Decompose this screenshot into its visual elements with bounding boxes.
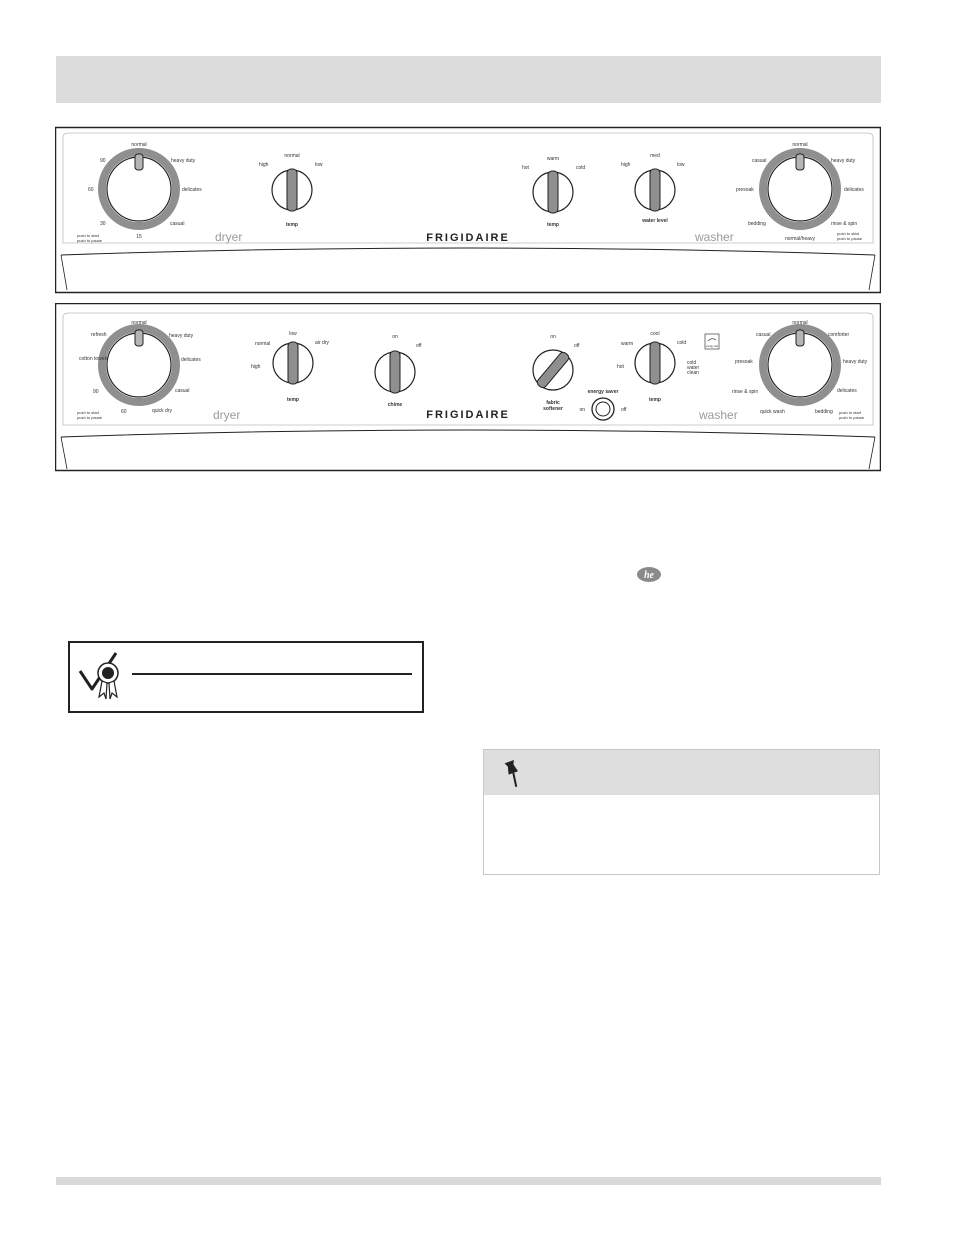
washer-temp-cold: cold [576,165,586,171]
dryer-temp-low: low [289,331,297,337]
dryer-dial-delicates: delicates [182,187,202,193]
dryer-temp-low: low [315,162,323,168]
washer-push-to-pause: push to pause [837,236,863,241]
washer-dial-rinse-spin: rinse & spin [732,389,759,395]
washer-dial-quick-wash: quick wash [760,409,785,415]
washer-temp-warm: warm [546,156,560,162]
water-level-caption: water level [642,218,668,224]
dryer-dial-60: 60 [121,409,127,415]
washer-temp-knob[interactable] [635,342,675,384]
energy-saver-title: energy saver [587,389,619,395]
dryer-dial-cotton-towels: cotton towels [79,356,109,362]
chime-off: off [416,343,422,349]
frigidaire-logo: FRIGIDAIRE [426,232,510,244]
energy-saver-button[interactable] [592,398,614,420]
he-text: he [644,570,654,581]
washer-dial-delicates: delicates [844,187,864,193]
washer-dial-presoak: presoak [736,187,754,193]
fabric-softener-caption-1: fabric [546,400,560,406]
water-level-low: low [677,162,685,168]
dryer-label: dryer [215,230,243,244]
washer-dial-bedding: bedding [748,221,766,227]
washer-temp-hot: hot [617,364,624,370]
fabric-softener-off: off [574,343,580,349]
dryer-push-to-start: push to start [77,233,100,238]
washer-dial-heavy-duty: heavy duty [831,158,856,164]
washer-label: washer [699,408,738,422]
dryer-push-to-pause: push to pause [77,415,103,420]
washer-temp-caption: temp [649,397,661,403]
water-level-knob[interactable] [635,169,675,211]
dryer-temp-caption: temp [286,222,298,228]
washer-dial-bedding: bedding [815,409,833,415]
note-box-header [484,750,879,795]
washer-temp-cold: cold [677,340,687,346]
washer-temp-cold-water-clean-1: cold [687,360,697,366]
energy-star-icon [705,334,719,349]
washer-push-to-pause: push to pause [839,415,865,420]
washer-dial-heavy-duty: heavy duty [843,359,868,365]
washer-dial-presoak: presoak [735,359,753,365]
dryer-dial-heavy-duty: heavy duty [169,333,194,339]
dryer-dial-90: 90 [93,389,99,395]
energy-saver-on: on [579,407,585,413]
dryer-cycle-dial[interactable] [102,152,176,226]
dryer-dial-quick-dry: quick dry [152,408,173,414]
washer-label: washer [695,230,734,244]
chime-caption: chime [387,402,403,408]
dryer-temp-normal: normal [255,341,271,347]
washer-dial-normal: normal [792,142,808,148]
dryer-temp-normal: normal [284,153,300,159]
energy-saver-off: off [621,407,627,413]
washer-dial-rinse-spin: rinse & spin [831,221,858,227]
push-pin-icon [498,757,528,789]
fabric-softener-on: on [550,334,556,340]
control-panel-bottom [55,303,881,473]
washer-dial-normal-heavy: normal/heavy [784,236,816,242]
dryer-temp-high: high [259,162,269,168]
dryer-dial-refresh: refresh [91,332,107,338]
control-panel-top-drawing [55,125,881,295]
washer-dial-normal: normal [792,320,808,326]
washer-temp-cold-water-clean-2: water [687,365,700,371]
frigidaire-logo: FRIGIDAIRE [426,409,510,421]
dryer-push-to-pause: push to pause [77,238,103,243]
washer-temp-hot: hot [522,165,529,171]
page-header-bar [56,56,881,103]
washer-push-to-start: push to start [839,410,862,415]
dryer-temp-knob[interactable] [273,342,313,384]
washer-cycle-dial[interactable] [763,328,837,402]
dryer-temp-knob[interactable] [272,169,312,211]
fabric-softener-knob[interactable] [533,350,573,390]
award-note-box [68,641,424,713]
dryer-dial-30: 30 [100,221,106,227]
dryer-dial-60: 60 [88,187,94,193]
washer-cycle-dial[interactable] [763,152,837,226]
washer-push-to-start: push to start [837,231,860,236]
award-note-divider [132,673,412,675]
dryer-dial-delicates: delicates [181,357,201,363]
dryer-push-to-start: push to start [77,410,100,415]
dryer-dial-casual: casual [175,388,190,394]
water-level-high: high [621,162,631,168]
dryer-label: dryer [213,408,241,422]
washer-temp-knob[interactable] [533,171,573,213]
washer-dial-comforter: comforter [828,332,850,338]
washer-dial-delicates: delicates [837,388,857,394]
dryer-temp-caption: temp [287,397,299,403]
dryer-dial-casual: casual [170,221,185,227]
he-icon [636,566,662,583]
washer-dial-casual: casual [752,158,767,164]
dryer-cycle-dial[interactable] [102,328,176,402]
dryer-temp-air-dry: air dry [315,340,329,346]
dryer-temp-high: high [251,364,261,370]
chime-on: on [392,334,398,340]
note-box [483,749,880,875]
washer-temp-caption: temp [547,222,559,228]
water-level-med: med [650,153,660,159]
dryer-dial-90: 90 [100,158,106,164]
washer-temp-cold-water-clean-3: clean [687,370,699,376]
energy-star-text: energy star [705,345,719,348]
page-footer-bar [56,1177,881,1185]
dryer-dial-normal: normal [131,320,147,326]
fabric-softener-caption-2: softener [543,406,563,412]
dryer-dial-heavy-duty: heavy duty [171,158,196,164]
dryer-dial-15: 15 [136,234,142,240]
dryer-dial-normal: normal [131,142,147,148]
washer-dial-casual: casual [756,332,771,338]
washer-temp-warm: warm [621,341,634,347]
washer-temp-cool: cool [650,331,660,337]
control-panel-bottom-drawing [55,303,881,473]
chime-knob[interactable] [375,351,415,393]
award-ribbon-icon [76,647,128,707]
control-panel-top [55,125,881,295]
